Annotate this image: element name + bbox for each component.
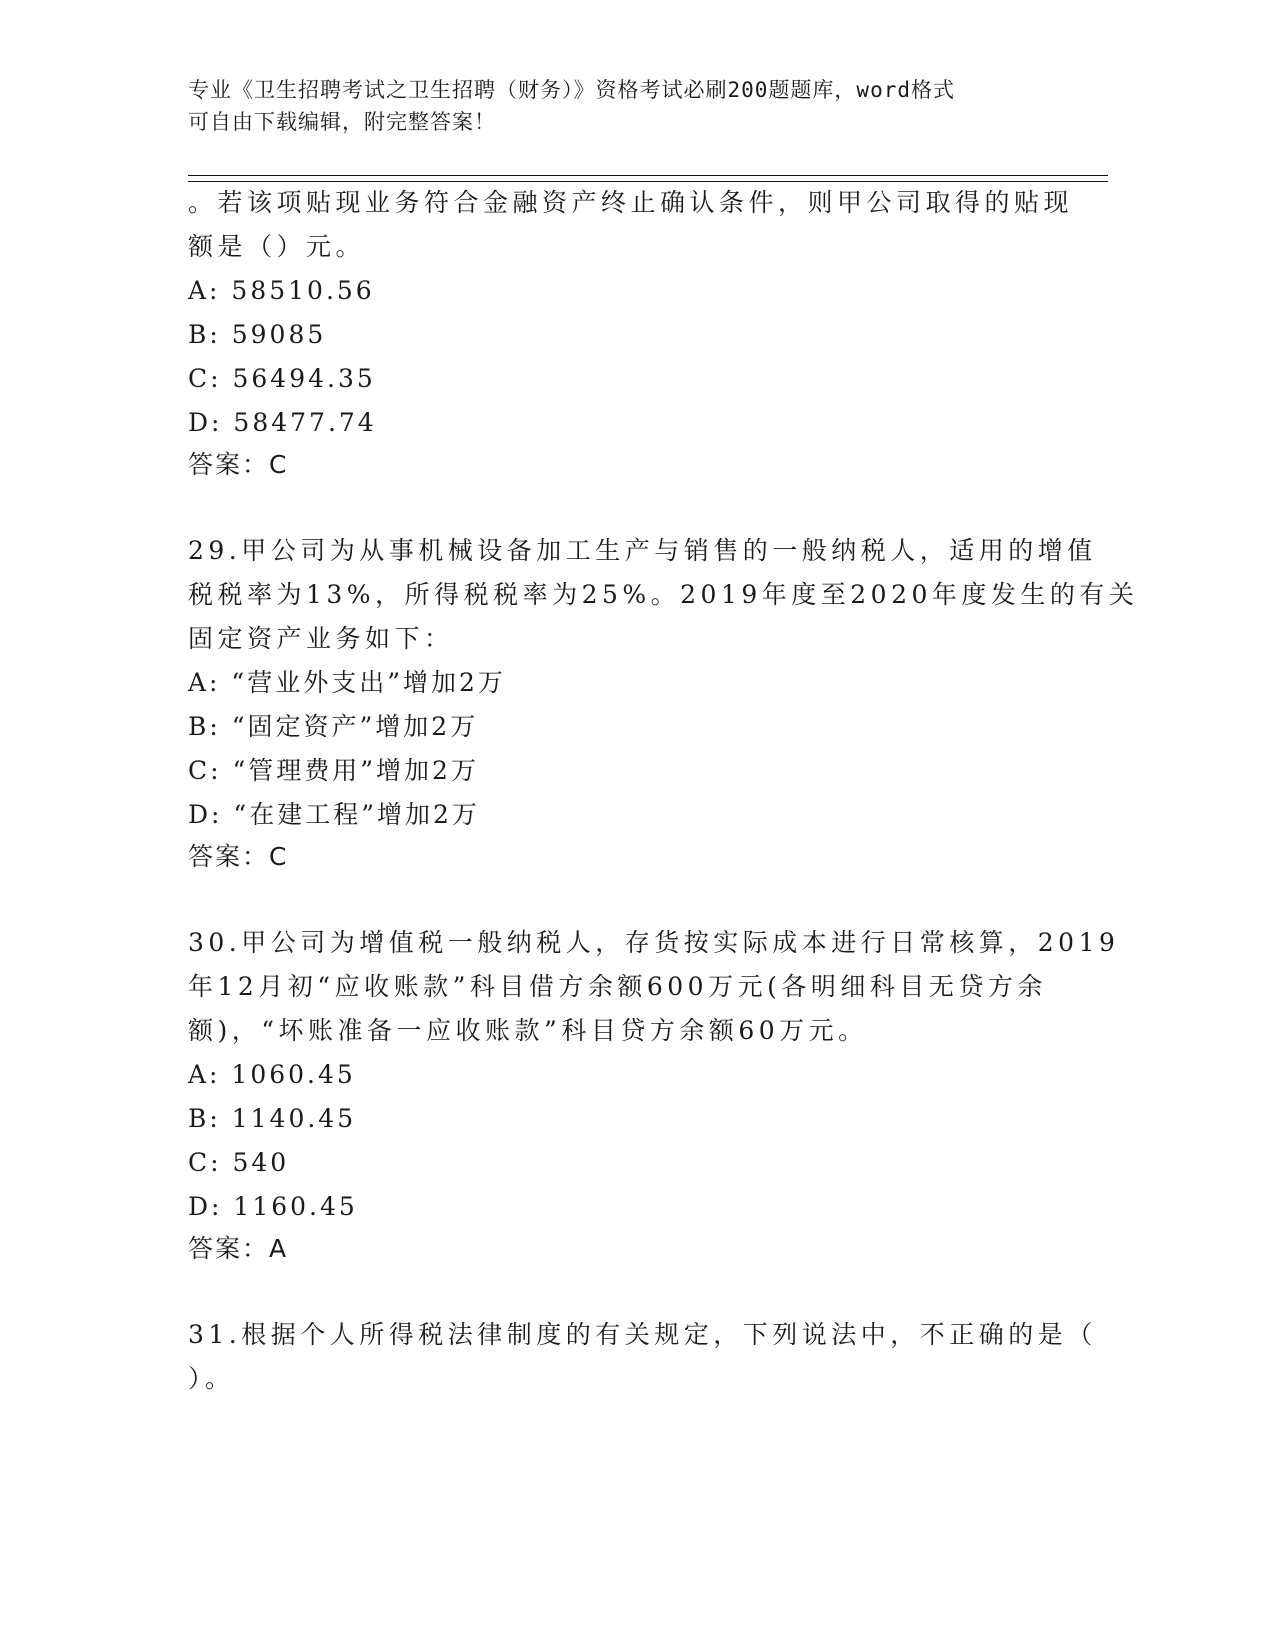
q28-option-c: C: 56494.35 (188, 364, 376, 393)
q31-text-line-1: 31.根据个人所得税法律制度的有关规定，下列说法中，不正确的是（ (188, 1320, 1097, 1349)
q29-answer: 答案：C (188, 842, 289, 871)
q28-text-line-1: 。若该项贴现业务符合金融资产终止确认条件，则甲公司取得的贴现 (188, 188, 1074, 217)
header-line-1: 专业《卫生招聘考试之卫生招聘（财务）》资格考试必刷200题题库，word格式 (188, 78, 955, 102)
q28-option-d: D: 58477.74 (188, 408, 377, 437)
header-divider-top (188, 175, 1108, 176)
q29-option-c: C: “管理费用”增加2万 (188, 756, 479, 785)
q29-text-line-2: 税税率为13%，所得税税率为25%。2019年度至2020年度发生的有关 (188, 580, 1139, 609)
q30-option-d: D: 1160.45 (188, 1192, 358, 1221)
q30-option-b: B: 1140.45 (188, 1104, 357, 1133)
q30-text-line-3: 额)，“坏账准备一应收账款”科目贷方余额60万元。 (188, 1016, 868, 1045)
document-header (188, 74, 1088, 138)
q28-option-b: B: 59085 (188, 320, 327, 349)
q29-option-a: A: “营业外支出”增加2万 (188, 668, 506, 697)
q31-text-line-2: ）。 (188, 1364, 235, 1393)
q30-text-line-1: 30.甲公司为增值税一般纳税人，存货按实际成本进行日常核算，2019 (188, 928, 1120, 957)
q29-option-b: B: “固定资产”增加2万 (188, 712, 479, 741)
q28-text-line-2: 额是（）元。 (188, 232, 366, 261)
header-line-2: 可自由下载编辑，附完整答案！ (188, 110, 496, 134)
q30-option-a: A: 1060.45 (188, 1060, 356, 1089)
q28-answer: 答案：C (188, 450, 289, 479)
q29-text-line-1: 29.甲公司为从事机械设备加工生产与销售的一般纳税人，适用的增值 (188, 536, 1097, 565)
q29-option-d: D: “在建工程”增加2万 (188, 800, 480, 829)
q30-answer: 答案：A (188, 1234, 289, 1263)
q30-text-line-2: 年12月初“应收账款”科目借方余额600万元(各明细科目无贷方余 (188, 972, 1047, 1001)
q29-text-line-3: 固定资产业务如下： (188, 624, 454, 653)
q30-option-c: C: 540 (188, 1148, 290, 1177)
header-divider-bottom (188, 181, 1108, 182)
q28-option-a: A: 58510.56 (188, 276, 375, 305)
